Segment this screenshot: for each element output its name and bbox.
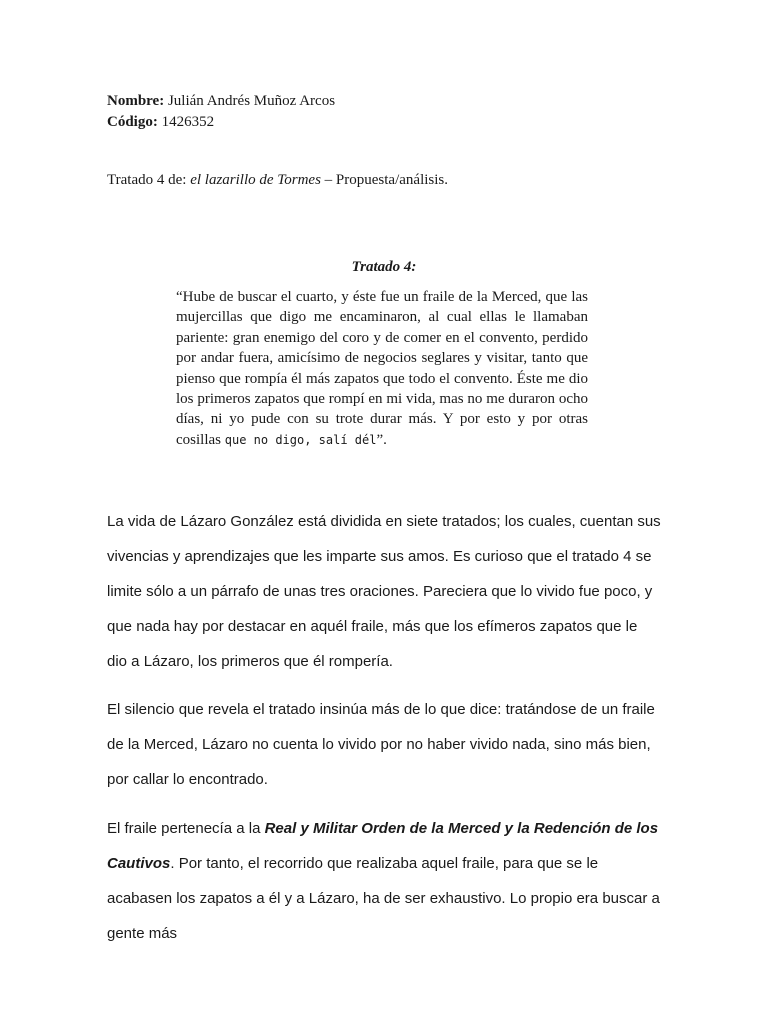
paragraph-1: La vida de Lázaro González está dividida en siete tratados; los cuales, cuentan sus vivencias y aprendizajes que les imparte sus amos. Es curioso que el tratado 4 se limite sólo a un párrafo de unas tres oraciones. Pareciera que lo vivido fue poco, y que nada hay por destacar en aquél fraile, más que los efímeros zapatos que le dio a Lázaro, los primeros que él rompería. bbox=[107, 513, 661, 670]
block-quote bbox=[176, 287, 588, 450]
subtitle-prefix: Tratado 4 de: bbox=[107, 172, 191, 188]
paragraph-3 bbox=[107, 811, 661, 951]
code-label: Código: bbox=[107, 114, 158, 130]
work-title: el lazarillo de Tormes bbox=[190, 172, 321, 188]
student-code: 1426352 bbox=[157, 114, 215, 130]
student-name: Julián Andrés Muñoz Arcos bbox=[164, 93, 336, 109]
quote-tail: que no digo, salí dél bbox=[224, 432, 377, 447]
section-heading: Tratado 4: bbox=[351, 259, 417, 275]
document-subtitle bbox=[107, 170, 448, 190]
quote-close: ”. bbox=[376, 431, 387, 448]
subtitle-suffix: – Propuesta/análisis. bbox=[320, 172, 448, 188]
paragraph-3-suffix: . Por tanto, el recorrido que realizaba aquel fraile, para que se le acabasen los zapatos a él y a Lázaro, ha de ser exhaustivo. Lo propio era buscar a gente más bbox=[107, 855, 660, 942]
student-info bbox=[107, 91, 335, 133]
quote-text: “Hube de buscar el cuarto, y éste fue un fraile de la Merced, que las mujercillas que digo me encaminaron, al cual ellas le llamaban pariente: gran enemigo del coro y de comer en el convento, perdido por andar fuera, amicísimo de negocios seglares y visitar, tanto que pienso que rompía él más zapatos que todo el convento. Éste me dio los primeros zapatos que rompí en mi vida, mas no me duraron ocho días, ni yo pude con su trote durar más. Y por esto y por otras cosillas bbox=[176, 289, 588, 448]
paragraph-3-prefix: El fraile pertenecía a la bbox=[107, 820, 265, 837]
code-line bbox=[107, 112, 335, 133]
order-name: Real y Militar Orden de la Merced y la Redención de los Cautivos bbox=[107, 820, 659, 872]
name-label: Nombre: bbox=[107, 93, 165, 109]
paragraph-2: El silencio que revela el tratado insinúa más de lo que dice: tratándose de un fraile de la Merced, Lázaro no cuenta lo vivido por no haber vivido nada, sino más bien, por callar lo encontrado. bbox=[107, 701, 655, 788]
name-line bbox=[107, 91, 335, 112]
